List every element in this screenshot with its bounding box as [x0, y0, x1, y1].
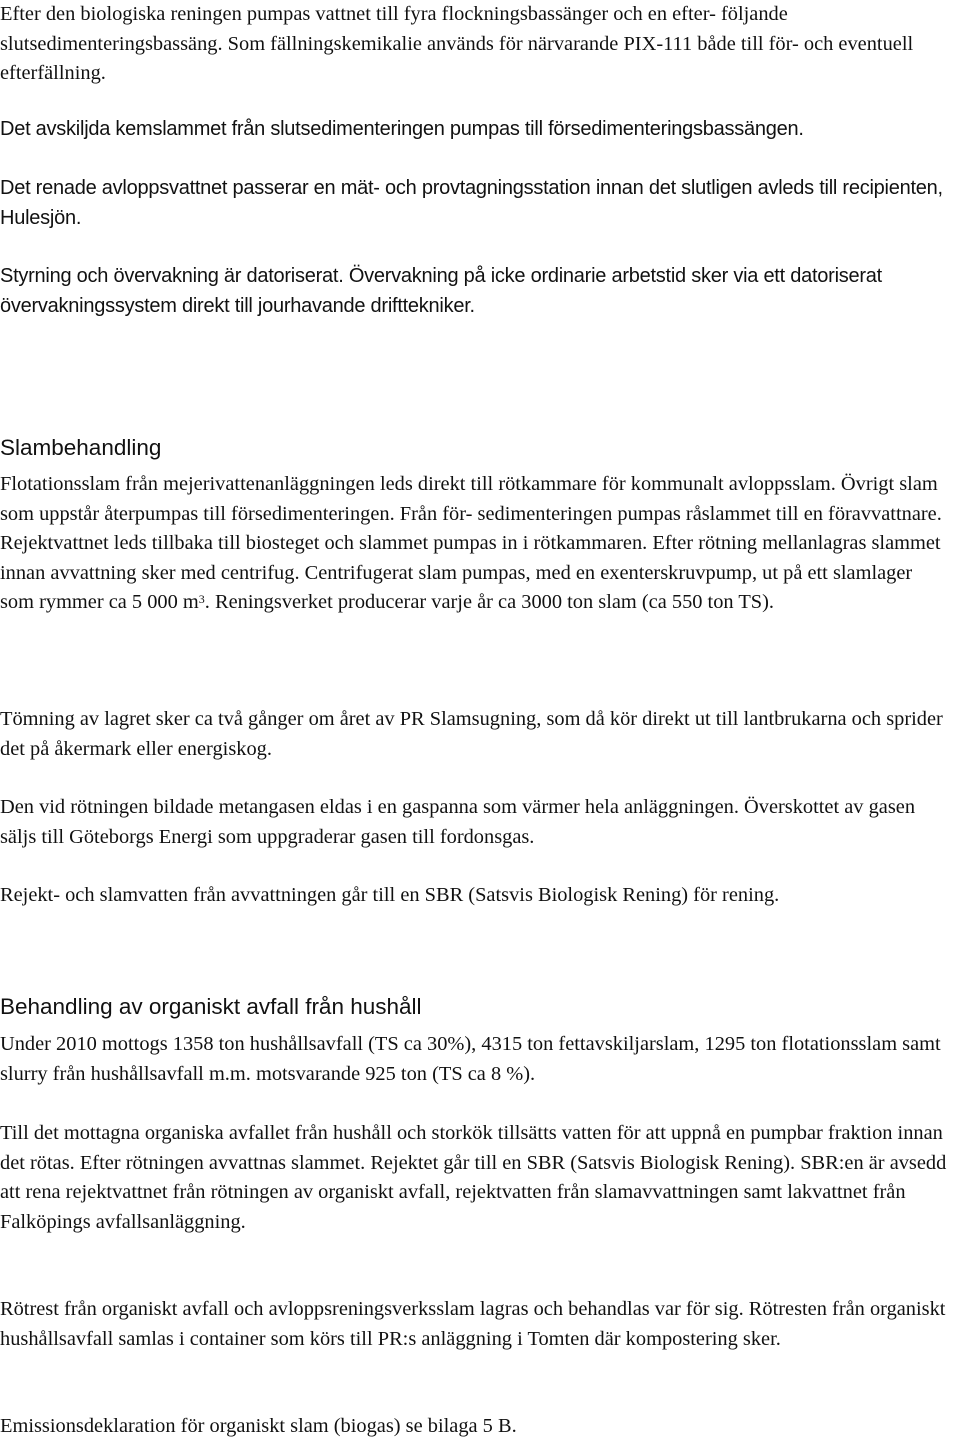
paragraph-emissionsdeklaration: Emissionsdeklaration för organiskt slam (biogas) se bilaga 5 B. [0, 1415, 517, 1437]
paragraph-tomning: Tömning av lagret sker ca två gånger om året av PR Slamsugning, som då kör direkt ut till lantbrukarna och sprider det på åkermark eller energiskog. [0, 708, 943, 760]
paragraph-slamflode-part2: . Reningsverket producerar varje år ca 3000 ton slam (ca 550 ton TS). [204, 591, 775, 613]
heading-slambehandling: Slambehandling [0, 435, 162, 460]
paragraph-mottagning: Under 2010 mottogs 1358 ton hushållsavfall (TS ca 30%), 4315 ton fettavskiljarslam, 1295 ton flotationsslam samt slurry från hushållsavfall m.m. motsvarande 925 ton (TS ca 8 %). [0, 1033, 941, 1085]
heading-organiskt-avfall: Behandling av organiskt avfall från hushåll [0, 994, 422, 1019]
paragraph-slamflode-part1: Flotationsslam från mejerivattenanläggningen leds direkt till rötkammare för kommunalt avloppsslam. Övrigt slam som uppstår återpumpas till försedimenteringen. Från för- sedimenteringen pumpas råslammet till en föravvattnare. Rejektvattnet leds tillbaka till biosteget och slammet pumpas in i rötkammaren. Efter rötning mellanlagras slammet innan avvattning sker med centrifug. Centrifugerat slam pumpas, med en exenterskruvpump, ut på ett slamlager som rymmer ca 5 000 m [0, 473, 942, 613]
paragraph-kemslam: Det avskiljda kemslammet från slutsedimenteringen pumpas till försedimenteringsbassängen. [0, 118, 804, 140]
paragraph-behandling: Till det mottagna organiska avfallet från hushåll och storkök tillsätts vatten för att uppnå en pumpbar fraktion innan det rötas. Efter rötningen avvattnas slammet. Rejektet går till en SBR (Satsvis Biologisk Rening). SBR:en är avsedd att rena rejektvattnet från rötningen av organiskt avfall, rejektvatten från slamavvattningen samt lakvattnet från Falköpings avfallsanläggning. [0, 1122, 947, 1233]
paragraph-recipient: Det renade avloppsvattnet passerar en mät- och provtagningsstation innan det slutligen avleds till recipienten, Hulesjön. [0, 177, 943, 229]
paragraph-styrning: Styrning och övervakning är datoriserat. Övervakning på icke ordinarie arbetstid sker via ett datoriserat övervakningssystem direkt till jourhavande drifttekniker. [0, 265, 882, 317]
paragraph-rejekt: Rejekt- och slamvatten från avvattningen går till en SBR (Satsvis Biologisk Rening) för rening. [0, 884, 780, 906]
superscript-cubic: 3 [198, 592, 205, 606]
paragraph-metangas: Den vid rötningen bildade metangasen eldas i en gaspanna som värmer hela anläggningen. Överskottet av gasen säljs till Göteborgs Energi som uppgraderar gasen till fordonsgas. [0, 796, 916, 848]
paragraph-slamflode [0, 470, 948, 618]
paragraph-flockning: Efter den biologiska reningen pumpas vattnet till fyra flockningsbassänger och en efter- följande slutsedimenteringsbassäng. Som fällningskemikalie används för närvarande PIX-111 både till för- och eventuell efterfällning. [0, 3, 914, 84]
paragraph-rotrest: Rötrest från organiskt avfall och avloppsreningsverksslam lagras och behandlas var för sig. Rötresten från organiskt hushållsavfall samlas i container som körs till PR:s anläggning i Tomten där kompostering sker. [0, 1298, 946, 1350]
